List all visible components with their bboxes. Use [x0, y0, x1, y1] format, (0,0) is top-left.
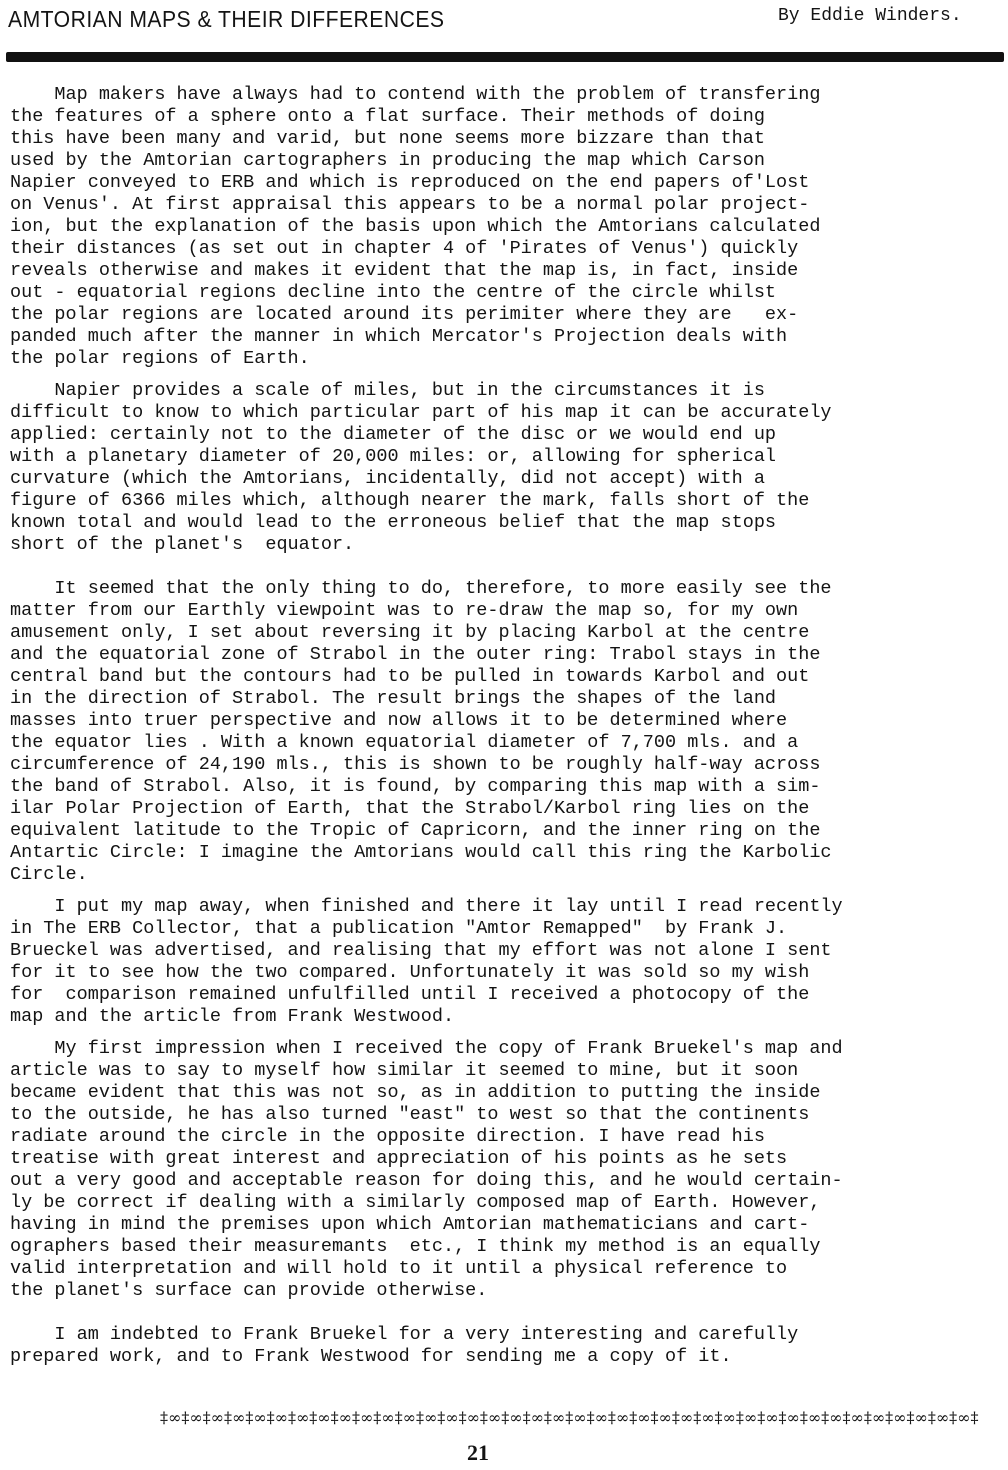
article-body — [10, 84, 1000, 1368]
text-line: to the outside, he has also turned "east" to west so that the continents — [10, 1104, 810, 1125]
text-line: the planet's surface can provide otherwise. — [10, 1280, 488, 1301]
text-line: known total and would lead to the erroneous belief that the map stops — [10, 512, 777, 533]
text-line: Napier provides a scale of miles, but in the circumstances it is — [10, 380, 765, 401]
text-line: circumference of 24,190 mls., this is shown to be roughly half-way across — [10, 754, 821, 775]
text-line: It seemed that the only thing to do, therefore, to more easily see the — [10, 578, 832, 599]
text-line: their distances (as set out in chapter 4 of 'Pirates of Venus') quickly — [10, 238, 799, 259]
text-line: for comparison remained unfulfilled until I received a photocopy of the — [10, 984, 810, 1005]
text-line: this have been many and varid, but none seems more bizzare than that — [10, 128, 765, 149]
paragraph-3 — [10, 578, 1000, 886]
paragraph-4 — [10, 896, 1000, 1028]
text-line: for it to see how the two compared. Unfortunately it was sold so my wish — [10, 962, 810, 983]
text-line: on Venus'. At first appraisal this appears to be a normal polar project- — [10, 194, 810, 215]
text-line: equivalent latitude to the Tropic of Capricorn, and the inner ring on the — [10, 820, 821, 841]
paragraph-5 — [10, 1038, 1000, 1302]
text-line: prepared work, and to Frank Westwood for sending me a copy of it. — [10, 1346, 732, 1367]
text-line: Map makers have always had to contend with the problem of transfering — [10, 84, 821, 105]
page-number: 21 — [467, 1440, 489, 1465]
paragraph-1 — [10, 84, 1000, 370]
text-line: ly be correct if dealing with a similarly composed map of Earth. However, — [10, 1192, 821, 1213]
text-line: in The ERB Collector, that a publication "Amtor Remapped" by Frank J. — [10, 918, 788, 939]
text-line: figure of 6366 miles which, although nearer the mark, falls short of the — [10, 490, 810, 511]
text-line: My first impression when I received the copy of Frank Bruekel's map and — [10, 1038, 843, 1059]
text-line: the polar regions of Earth. — [10, 348, 310, 369]
text-line: ographers based their measuremants etc., I think my method is an equally — [10, 1236, 821, 1257]
text-line: treatise with great interest and appreciation of his points as he sets — [10, 1148, 788, 1169]
text-line: radiate around the circle in the opposite direction. I have read his — [10, 1126, 765, 1147]
text-line: the features of a sphere onto a flat surface. Their methods of doing — [10, 106, 765, 127]
text-line: the band of Strabol. Also, it is found, by comparing this map with a sim- — [10, 776, 821, 797]
text-line: Brueckel was advertised, and realising that my effort was not alone I sent — [10, 940, 832, 961]
text-line: article was to say to myself how similar it seemed to mine, but it soon — [10, 1060, 799, 1081]
text-line: amusement only, I set about reversing it by placing Karbol at the centre — [10, 622, 810, 643]
text-line: out a very good and acceptable reason for doing this, and he would certain- — [10, 1170, 843, 1191]
paragraph-6 — [10, 1324, 1000, 1368]
text-line: difficult to know to which particular part of his map it can be accurately — [10, 402, 832, 423]
text-line: panded much after the manner in which Mercator's Projection deals with — [10, 326, 788, 347]
author-byline: By Eddie Winders. — [778, 6, 962, 26]
text-line: with a planetary diameter of 20,000 miles: or, allowing for spherical — [10, 446, 777, 467]
text-line: Napier conveyed to ERB and which is reproduced on the end papers of'Lost — [10, 172, 810, 193]
paragraph-2 — [10, 380, 1000, 556]
text-line: applied: certainly not to the diameter of the disc or we would end up — [10, 424, 777, 445]
text-line: out - equatorial regions decline into the centre of the circle whilst — [10, 282, 777, 303]
text-line: ilar Polar Projection of Earth, that the Strabol/Karbol ring lies on the — [10, 798, 810, 819]
text-line: used by the Amtorian cartographers in producing the map which Carson — [10, 150, 765, 171]
text-line: Circle. — [10, 864, 88, 885]
text-line: masses into truer perspective and now allows it to be determined where — [10, 710, 788, 731]
text-line: I am indebted to Frank Bruekel for a very interesting and carefully — [10, 1324, 799, 1345]
article-title: AMTORIAN MAPS & THEIR DIFFERENCES — [8, 6, 445, 32]
text-line: Antartic Circle: I imagine the Amtorians would call this ring the Karbolic — [10, 842, 832, 863]
text-line: reveals otherwise and makes it evident that the map is, in fact, inside — [10, 260, 799, 281]
header-rule — [6, 52, 1004, 62]
text-line: having in mind the premises upon which Amtorian mathematicians and cart- — [10, 1214, 810, 1235]
text-line: and the equatorial zone of Strabol in the outer ring: Trabol stays in the — [10, 644, 821, 665]
ornamental-divider: ‡∞‡∞‡∞‡∞‡∞‡∞‡∞‡∞‡∞‡∞‡∞‡∞‡∞‡∞‡∞‡∞‡∞‡∞‡∞‡∞‡∞‡∞‡∞‡∞‡∞‡∞‡∞‡∞‡∞‡∞‡∞‡∞‡∞‡∞‡∞‡∞‡∞‡∞‡ — [160, 1408, 979, 1427]
text-line: curvature (which the Amtorians, incidentally, did not accept) with a — [10, 468, 765, 489]
text-line: ion, but the explanation of the basis upon which the Amtorians calculated — [10, 216, 821, 237]
text-line: central band but the contours had to be pulled in towards Karbol and out — [10, 666, 810, 687]
text-line: became evident that this was not so, as in addition to putting the inside — [10, 1082, 821, 1103]
text-line: matter from our Earthly viewpoint was to re-draw the map so, for my own — [10, 600, 799, 621]
text-line: the equator lies . With a known equatorial diameter of 7,700 mls. and a — [10, 732, 799, 753]
text-line: I put my map away, when finished and there it lay until I read recently — [10, 896, 843, 917]
text-line: map and the article from Frank Westwood. — [10, 1006, 455, 1027]
text-line: valid interpretation and will hold to it until a physical reference to — [10, 1258, 788, 1279]
text-line: short of the planet's equator. — [10, 534, 355, 555]
text-line: in the direction of Strabol. The result brings the shapes of the land — [10, 688, 777, 709]
text-line: the polar regions are located around its perimiter where they are ex- — [10, 304, 799, 325]
